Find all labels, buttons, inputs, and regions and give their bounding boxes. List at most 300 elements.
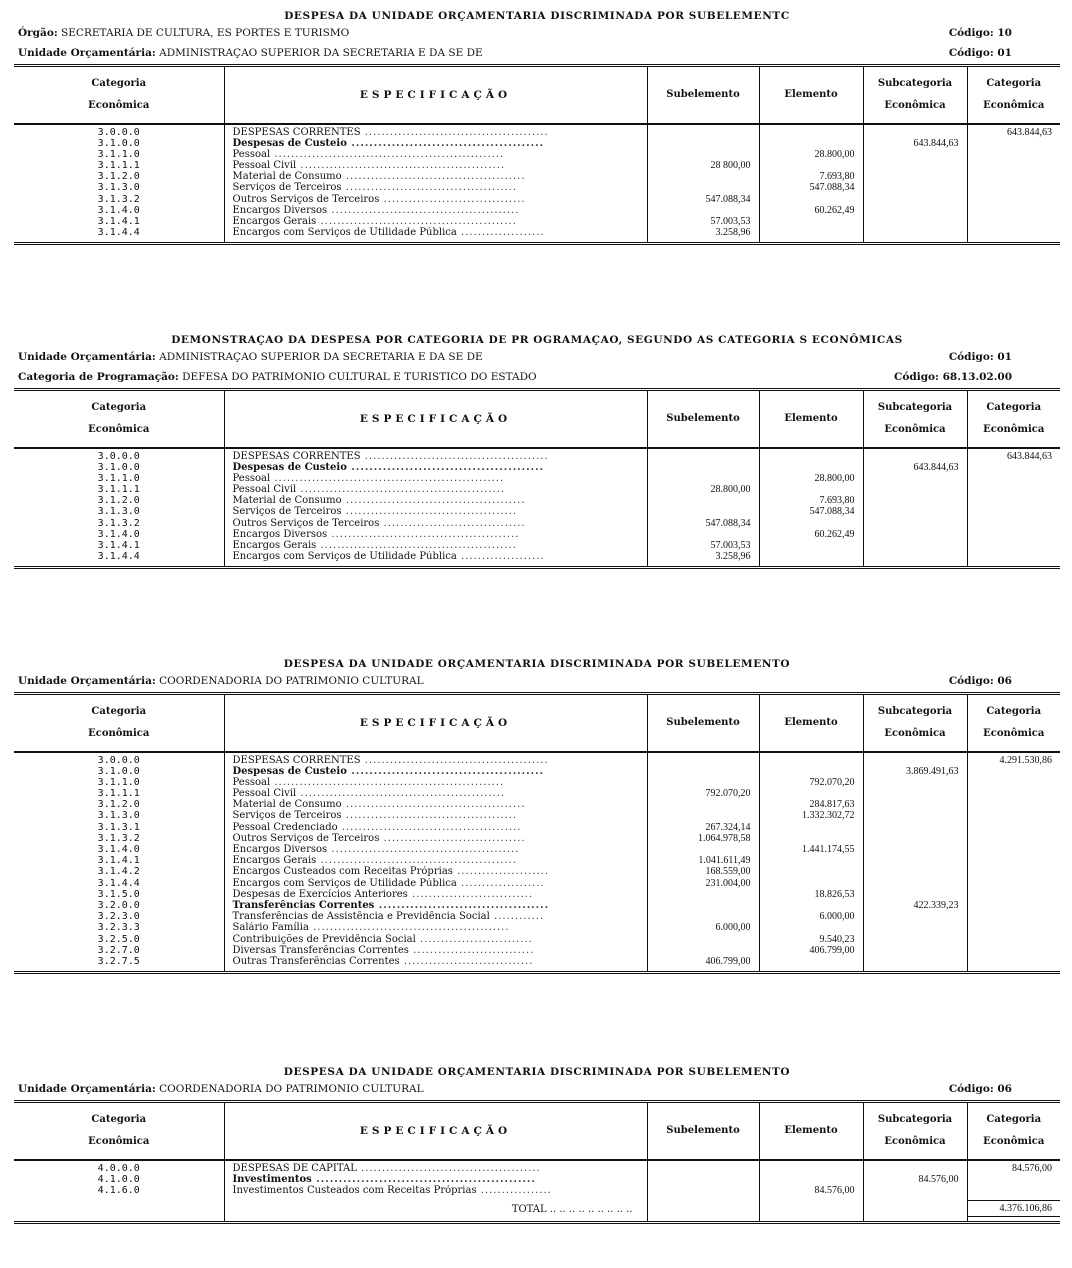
row-value-cat	[968, 518, 1061, 529]
header-categoria: Categoria Econômica	[14, 694, 224, 752]
row-value-cat	[968, 956, 1061, 967]
row-value-subcat	[864, 540, 967, 551]
row-value-subcat	[864, 878, 967, 889]
row-description: Outros Serviços de Terceiros ..................................	[232, 517, 526, 529]
row-value-ele	[760, 484, 863, 495]
row-description-text: Contribuições de Previdência Social	[232, 933, 416, 945]
row-value-ele: 60.262,49	[814, 528, 855, 540]
row-description: Despesas de Custeio ...........................................	[232, 765, 545, 777]
row-value-ele	[760, 160, 863, 171]
meta-value: ADMINISTRAÇAO SUPERIOR DA SECRETARIA E DA SE DE	[159, 47, 483, 59]
row-value-subcat	[864, 833, 967, 844]
row-value-sub: 3.258,96	[715, 551, 751, 563]
row-value-sub: 28 800,00	[710, 160, 751, 172]
row-description: DESPESAS CORRENTES ............................................	[232, 126, 549, 138]
meta-line	[14, 672, 1060, 692]
meta-value: DEFESA DO PATRIMONIO CULTURAL E TURISTICO DO ESTADO	[182, 371, 537, 383]
row-description: Serviços de Terceiros .........................................	[232, 506, 518, 518]
row-description-text: Investimentos	[232, 1173, 312, 1185]
row-value-cat	[968, 799, 1061, 810]
meta-value: COORDENADORIA DO PATRIMONIO CULTURAL	[159, 1083, 424, 1095]
meta-code: Código: 68.13.02.00	[894, 371, 1012, 383]
row-code: 3.1.3.2	[97, 193, 140, 205]
row-description: Encargos Gerais ...............................................	[232, 216, 517, 227]
row-value-ele: 6.000,00	[819, 911, 855, 923]
row-code: 3.1.3.0	[97, 182, 140, 194]
row-value-cat	[968, 922, 1061, 933]
row-value-ele	[760, 855, 863, 866]
row-code: 3.2.3.0	[97, 911, 140, 923]
row-value-cat: 4.291.530,86	[999, 754, 1052, 766]
header-elemento: Elemento	[759, 390, 863, 448]
row-value-ele	[760, 766, 863, 777]
meta-code: Código: 06	[948, 1083, 1012, 1095]
row-value-subcat	[864, 755, 967, 766]
row-value-cat	[968, 945, 1061, 956]
row-value-sub	[648, 945, 759, 956]
row-value-cat	[968, 822, 1061, 833]
row-code: 4.1.6.0	[97, 1184, 140, 1196]
row-description: DESPESAS CORRENTES ............................................	[232, 754, 549, 766]
total-filler	[14, 1204, 224, 1215]
section-title: DESPESA DA UNIDADE ORÇAMENTARIA DISCRIMINADA POR SUBELEMENTO	[283, 658, 791, 670]
row-code: 3.1.3.2	[97, 832, 140, 844]
row-value-ele: 7.693,80	[819, 495, 855, 507]
row-value-subcat: 84.576,00	[918, 1173, 959, 1185]
row-value-ele: 284.817,63	[809, 799, 855, 811]
row-value-ele	[760, 138, 863, 149]
row-value-subcat	[864, 945, 967, 956]
row-code: 3.1.2.0	[97, 495, 140, 507]
row-value-ele	[760, 822, 863, 833]
row-description: Outros Serviços de Terceiros ..................................	[232, 193, 526, 205]
row-value-sub	[648, 1174, 759, 1185]
row-description: Outras Transferências Correntes ...............................	[232, 955, 534, 967]
row-value-subcat	[864, 1163, 967, 1174]
row-code: 3.1.1.1	[97, 788, 140, 800]
row-value-subcat	[864, 529, 967, 540]
row-value-sub: 168.559,00	[705, 866, 751, 878]
row-value-subcat	[864, 956, 967, 967]
row-value-ele: 84.576,00	[814, 1184, 855, 1196]
row-value-cat	[968, 855, 1061, 866]
row-value-cat	[968, 149, 1061, 160]
row-description-text: Serviços de Terceiros	[232, 182, 342, 194]
row-code: 3.1.3.0	[97, 506, 140, 518]
row-description: Encargos com Serviços de Utilidade Pública ....................	[232, 551, 545, 563]
row-value-subcat	[864, 889, 967, 900]
section-title: DESPESA DA UNIDADE ORÇAMENTARIA DISCRIMINADA POR SUBELEMENTC	[284, 10, 790, 22]
row-description-text: Material de Consumo	[232, 171, 342, 183]
row-value-sub: 57.003,53	[710, 216, 751, 227]
section-3	[14, 658, 1060, 974]
row-code: 3.1.1.1	[97, 484, 140, 496]
row-code: 3.2.5.0	[97, 933, 140, 945]
expense-table	[14, 388, 1060, 569]
meta-code: Código: 01	[948, 351, 1012, 363]
row-code: 3.1.4.4	[97, 227, 140, 239]
row-value-subcat	[864, 777, 967, 788]
meta-label: Unidade Orçamentária:	[18, 675, 156, 687]
row-value-ele: 792.070,20	[809, 776, 855, 788]
row-value-subcat	[864, 473, 967, 484]
table-body	[14, 752, 1060, 973]
row-description: Investimentos .................................................	[232, 1173, 536, 1185]
row-value-sub	[648, 182, 759, 193]
row-value-subcat	[864, 216, 967, 227]
row-value-subcat	[864, 788, 967, 799]
row-description-text: Despesas de Custeio	[232, 765, 347, 777]
row-description: Despesas de Custeio ...........................................	[232, 461, 545, 473]
row-value-subcat	[864, 855, 967, 866]
row-description: Encargos com Serviços de Utilidade Pública ....................	[232, 227, 545, 239]
row-description: Salário Família ...............................................	[232, 922, 510, 934]
row-value-subcat	[864, 911, 967, 922]
row-value-subcat: 643.844,63	[913, 461, 959, 473]
row-code: 3.2.7.5	[97, 955, 140, 967]
row-value-cat	[968, 1185, 1061, 1196]
header-categoria: Categoria Econômica	[14, 1102, 224, 1160]
row-description-text: Transferências Correntes	[232, 899, 375, 911]
row-value-ele	[760, 866, 863, 877]
row-code: 3.1.4.1	[97, 216, 140, 227]
row-code: 3.1.0.0	[97, 137, 140, 149]
row-value-cat	[968, 506, 1061, 517]
row-value-ele	[760, 956, 863, 967]
row-value-ele: 7.693,80	[819, 171, 855, 183]
row-value-subcat	[864, 844, 967, 855]
row-description: Pessoal Civil .................................................	[232, 788, 506, 800]
row-description: Encargos Gerais ...............................................	[232, 855, 517, 867]
row-description: Transferências de Assistência e Previdência Social ............	[232, 911, 545, 923]
row-description-text: Encargos Gerais	[232, 216, 317, 227]
row-value-ele	[760, 922, 863, 933]
row-code: 3.1.3.1	[97, 821, 140, 833]
row-code: 3.1.1.0	[97, 776, 140, 788]
header-categoria: Categoria Econômica	[14, 66, 224, 124]
row-value-sub	[648, 462, 759, 473]
row-value-sub	[648, 451, 759, 462]
row-value-cat	[968, 551, 1061, 562]
row-value-cat: 84.576,00	[1012, 1162, 1052, 1174]
row-value-sub	[648, 810, 759, 821]
row-description-text: Salário Família	[232, 922, 309, 934]
row-value-ele	[760, 1163, 863, 1174]
row-code: 3.1.4.0	[97, 528, 140, 540]
meta-line	[14, 348, 1060, 368]
row-description-text: Encargos Diversos	[232, 528, 328, 540]
row-code: 3.1.2.0	[97, 171, 140, 183]
row-description: Material de Consumo ...........................................	[232, 171, 526, 183]
row-value-cat	[968, 182, 1061, 193]
row-description: Investimentos Custeados com Receitas Próprias .................	[232, 1184, 552, 1196]
row-value-cat	[968, 1174, 1061, 1185]
header-categoria: Categoria Econômica	[14, 390, 224, 448]
row-value-subcat	[864, 866, 967, 877]
row-value-subcat	[864, 160, 967, 171]
row-value-cat: 643.844,63	[1007, 450, 1052, 462]
row-code: 3.1.4.1	[97, 855, 140, 867]
row-code: 3.0.0.0	[97, 754, 140, 766]
row-value-subcat	[864, 194, 967, 205]
row-description: Material de Consumo ...........................................	[232, 495, 526, 507]
row-description-text: Despesas de Custeio	[232, 461, 347, 473]
row-value-cat	[968, 484, 1061, 495]
row-value-sub: 57.003,53	[710, 540, 751, 551]
row-value-subcat	[864, 810, 967, 821]
total-value: 4.376.106,86	[968, 1200, 1061, 1217]
header-especificacao: ESPECIFICAÇÃO	[224, 1102, 647, 1160]
meta-value: SECRETARIA DE CULTURA, ES PORTES E TURISMO	[61, 27, 350, 39]
header-categoria-economica: Categoria Econômica	[967, 66, 1060, 124]
row-code: 3.0.0.0	[97, 450, 140, 462]
row-description: Diversas Transferências Correntes .............................	[232, 944, 535, 956]
row-value-sub: 547.088,34	[705, 517, 751, 529]
row-description: Pessoal Credenciado ...........................................	[232, 821, 522, 833]
row-value-ele: 1.332.302,72	[802, 810, 855, 822]
row-description-text: Material de Consumo	[232, 495, 342, 507]
row-value-sub	[648, 127, 759, 138]
row-value-subcat	[864, 227, 967, 238]
row-value-sub	[648, 900, 759, 911]
row-code: 3.1.3.0	[97, 810, 140, 822]
row-value-cat	[968, 766, 1061, 777]
row-value-cat	[968, 495, 1061, 506]
row-description-text: DESPESAS CORRENTES	[232, 126, 361, 138]
row-description-text: Despesas de Custeio	[232, 137, 347, 149]
total-label: TOTAL .. .. .. .. .. .. .. .. ..	[511, 1204, 633, 1216]
meta-label: Categoria de Programação:	[18, 371, 179, 383]
row-value-cat	[968, 878, 1061, 889]
row-value-sub	[648, 138, 759, 149]
expense-table	[14, 692, 1060, 974]
row-description: Pessoal Civil .................................................	[232, 484, 506, 496]
row-value-subcat	[864, 205, 967, 216]
meta-line	[14, 44, 1060, 64]
row-value-ele: 60.262,49	[814, 204, 855, 216]
row-description: Encargos Diversos .............................................	[232, 204, 520, 216]
row-value-cat	[968, 194, 1061, 205]
row-code: 3.2.3.3	[97, 922, 140, 934]
row-value-ele	[760, 227, 863, 238]
row-code: 4.1.0.0	[97, 1173, 140, 1185]
header-subelemento: Subelemento	[647, 390, 759, 448]
section-title: DEMONSTRAÇAO DA DESPESA POR CATEGORIA DE PR OGRAMAÇAO, SEGUNDO AS CATEGORIA S ECONÔMICAS	[171, 334, 903, 346]
row-code: 3.1.4.4	[97, 877, 140, 889]
row-description: Outros Serviços de Terceiros ..................................	[232, 832, 526, 844]
row-value-ele	[760, 551, 863, 562]
header-categoria-economica: Categoria Econômica	[967, 694, 1060, 752]
row-description-text: Serviços de Terceiros	[232, 810, 342, 822]
row-description-text: Encargos com Serviços de Utilidade Pública	[232, 551, 457, 563]
row-description: Despesas de Custeio ...........................................	[232, 137, 545, 149]
row-description-text: DESPESAS CORRENTES	[232, 754, 361, 766]
row-value-subcat	[864, 495, 967, 506]
row-value-sub: 28.800,00	[710, 484, 751, 496]
row-value-ele	[760, 1174, 863, 1185]
row-value-sub: 547.088,34	[705, 193, 751, 205]
row-value-subcat	[864, 127, 967, 138]
row-value-subcat	[864, 506, 967, 517]
row-description-text: Outros Serviços de Terceiros	[232, 193, 380, 205]
row-value-cat	[968, 160, 1061, 171]
header-categoria-economica: Categoria Econômica	[967, 1102, 1060, 1160]
row-description: Encargos Diversos .............................................	[232, 844, 520, 855]
row-value-cat	[968, 473, 1061, 484]
row-code: 3.1.4.2	[97, 866, 140, 878]
row-value-cat	[968, 911, 1061, 922]
header-subelemento: Subelemento	[647, 1102, 759, 1160]
row-value-sub: 3.258,96	[715, 227, 751, 239]
expense-table	[14, 64, 1060, 245]
row-value-ele	[760, 788, 863, 799]
row-value-cat	[968, 866, 1061, 877]
row-description-text: Pessoal	[232, 472, 271, 484]
row-description: Pessoal .......................................................	[232, 776, 505, 788]
row-value-ele: 547.088,34	[809, 182, 855, 194]
meta-value: COORDENADORIA DO PATRIMONIO CULTURAL	[159, 675, 424, 687]
row-code: 3.1.4.4	[97, 551, 140, 563]
row-description-text: Encargos Gerais	[232, 540, 317, 551]
row-value-cat	[968, 934, 1061, 945]
row-value-ele: 9.540,23	[819, 933, 855, 945]
expense-table	[14, 1100, 1060, 1224]
row-value-sub	[648, 1185, 759, 1196]
row-value-sub: 267.324,14	[705, 821, 751, 833]
row-value-cat	[968, 777, 1061, 788]
row-code: 3.1.4.0	[97, 844, 140, 855]
header-subcategoria: Subcategoria Econômica	[863, 694, 967, 752]
meta-code: Código: 06	[948, 675, 1012, 687]
row-value-sub	[648, 755, 759, 766]
row-description: Encargos Gerais ...............................................	[232, 540, 517, 551]
row-description-text: Serviços de Terceiros	[232, 506, 342, 518]
row-value-sub: 6.000,00	[715, 922, 751, 934]
row-value-subcat: 643.844,63	[913, 137, 959, 149]
row-code: 4.0.0.0	[97, 1162, 140, 1174]
meta-line	[14, 368, 1060, 388]
section-1	[14, 10, 1060, 245]
row-description: Transferências Correntes ......................................	[232, 899, 550, 911]
row-description: DESPESAS CORRENTES ............................................	[232, 450, 549, 462]
row-description: Material de Consumo ...........................................	[232, 799, 526, 811]
row-code: 3.0.0.0	[97, 126, 140, 138]
row-description: Contribuições de Previdência Social ...........................	[232, 933, 533, 945]
row-value-sub: 792.070,20	[705, 788, 751, 800]
header-subcategoria: Subcategoria Econômica	[863, 390, 967, 448]
row-value-subcat	[864, 922, 967, 933]
row-value-subcat	[864, 1185, 967, 1196]
row-code: 3.1.1.1	[97, 160, 140, 172]
meta-line	[14, 24, 1060, 44]
row-value-sub	[648, 506, 759, 517]
row-value-sub	[648, 473, 759, 484]
row-description-text: Encargos com Serviços de Utilidade Pública	[232, 227, 457, 239]
row-value-ele	[760, 900, 863, 911]
meta-code: Código: 10	[948, 27, 1012, 39]
row-value-cat	[968, 889, 1061, 900]
row-code: 3.1.5.0	[97, 888, 140, 900]
row-value-ele	[760, 462, 863, 473]
row-code: 3.1.2.0	[97, 799, 140, 811]
row-description: Encargos com Serviços de Utilidade Pública ....................	[232, 877, 545, 889]
header-especificacao: ESPECIFICAÇÃO	[224, 66, 647, 124]
header-subcategoria: Subcategoria Econômica	[863, 66, 967, 124]
row-value-ele: 28.800,00	[814, 148, 855, 160]
row-value-subcat	[864, 799, 967, 810]
table-body	[14, 124, 1060, 244]
meta-label: Órgão:	[18, 27, 58, 39]
meta-label: Unidade Orçamentária:	[18, 351, 156, 363]
row-value-ele	[760, 755, 863, 766]
row-description: Despesas de Exercícios Anteriores .............................	[232, 888, 534, 900]
total-filler	[760, 1204, 863, 1215]
row-description: Encargos Diversos .............................................	[232, 528, 520, 540]
row-value-ele	[760, 127, 863, 138]
row-code: 3.1.3.2	[97, 517, 140, 529]
row-value-cat	[968, 810, 1061, 821]
row-value-cat: 643.844,63	[1007, 126, 1052, 138]
row-value-cat	[968, 788, 1061, 799]
row-value-sub	[648, 844, 759, 855]
row-value-sub	[648, 1163, 759, 1174]
row-description-text: Despesas de Exercícios Anteriores	[232, 888, 408, 900]
row-value-cat	[968, 138, 1061, 149]
row-value-sub: 1.064.978,58	[698, 832, 751, 844]
row-value-sub	[648, 911, 759, 922]
row-code: 3.1.1.0	[97, 148, 140, 160]
row-code: 3.2.0.0	[97, 899, 140, 911]
row-value-subcat	[864, 934, 967, 945]
row-value-ele	[760, 451, 863, 462]
row-value-cat	[968, 900, 1061, 911]
row-value-subcat	[864, 822, 967, 833]
row-value-subcat	[864, 171, 967, 182]
header-elemento: Elemento	[759, 66, 863, 124]
row-value-sub	[648, 495, 759, 506]
row-value-cat	[968, 529, 1061, 540]
row-value-cat	[968, 205, 1061, 216]
row-value-cat	[968, 171, 1061, 182]
row-value-subcat: 3.869.491,63	[906, 765, 959, 777]
header-subelemento: Subelemento	[647, 66, 759, 124]
section-2	[14, 334, 1060, 569]
row-description-text: Pessoal Civil	[232, 484, 297, 496]
row-value-sub	[648, 799, 759, 810]
meta-value: ADMINISTRAÇAO SUPERIOR DA SECRETARIA E DA SE DE	[159, 351, 483, 363]
header-categoria-economica: Categoria Econômica	[967, 390, 1060, 448]
row-value-ele: 547.088,34	[809, 506, 855, 518]
row-code: 3.1.0.0	[97, 461, 140, 473]
row-code: 3.1.0.0	[97, 765, 140, 777]
row-description-text: Encargos Custeados com Receitas Próprias	[232, 866, 453, 878]
row-description: Encargos Custeados com Receitas Próprias ......................	[232, 866, 550, 878]
row-description-text: Outras Transferências Correntes	[232, 955, 400, 967]
row-value-sub: 406.799,00	[705, 955, 751, 967]
row-value-subcat	[864, 182, 967, 193]
row-description-text: Encargos Diversos	[232, 204, 328, 216]
row-description: Pessoal .......................................................	[232, 472, 505, 484]
meta-code: Código: 01	[948, 47, 1012, 59]
row-value-sub	[648, 149, 759, 160]
row-value-cat	[968, 833, 1061, 844]
row-value-ele	[760, 878, 863, 889]
row-value-sub	[648, 529, 759, 540]
header-subcategoria: Subcategoria Econômica	[863, 1102, 967, 1160]
row-description-text: Pessoal Civil	[232, 160, 297, 172]
row-description-text: Transferências de Assistência e Previdência Social	[232, 911, 490, 923]
row-description-text: Material de Consumo	[232, 799, 342, 811]
